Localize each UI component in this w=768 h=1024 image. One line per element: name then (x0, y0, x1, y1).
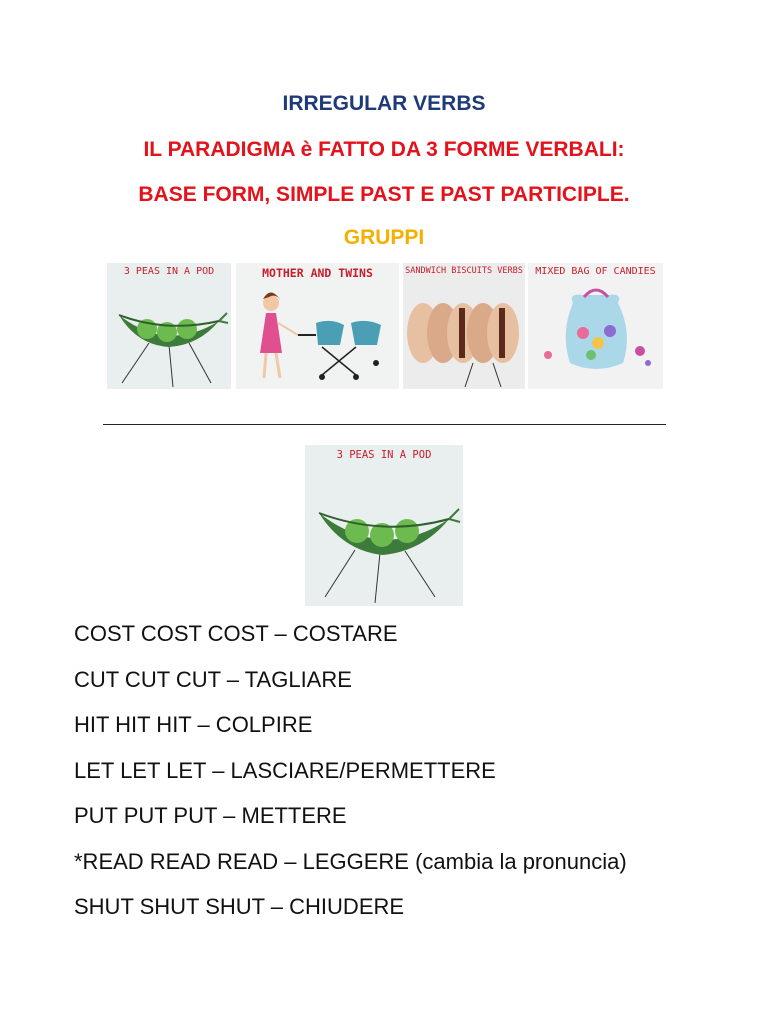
group-thumb-biscuits (403, 263, 525, 389)
group-images-row (107, 263, 663, 389)
group-caption: MOTHER AND TWINS (262, 266, 373, 280)
peas-in-pod-icon (305, 445, 463, 606)
group-caption: MIXED BAG OF CANDIES (535, 266, 656, 277)
verb-list (74, 619, 627, 938)
list-item: COST COST COST – COSTARE (74, 621, 398, 646)
group-caption: 3 PEAS IN A POD (123, 266, 215, 277)
candy-bag-icon (528, 263, 663, 389)
list-item: LET LET LET – LASCIARE/PERMETTERE (74, 757, 496, 783)
paradigm-line-2: BASE FORM, SIMPLE PAST E PAST PARTICIPLE. (138, 183, 630, 206)
group-thumb-mother (236, 263, 399, 389)
sandwich-biscuits-icon (403, 263, 525, 389)
section-caption: 3 PEAS IN A POD (336, 449, 432, 461)
group-thumb-candies (528, 263, 663, 389)
list-item: CUT CUT CUT – TAGLIARE (74, 666, 352, 692)
section-image-peas (305, 445, 463, 606)
peas-in-pod-icon (107, 263, 231, 389)
list-item: SHUT SHUT SHUT – CHIUDERE (74, 894, 405, 919)
group-thumb-peas (107, 263, 231, 389)
list-item: HIT HIT HIT – COLPIRE (74, 712, 313, 737)
mother-and-twins-icon (236, 263, 399, 389)
page-title: IRREGULAR VERBS (282, 92, 486, 115)
groups-heading: GRUPPI (343, 226, 425, 249)
group-caption: SANDWICH BISCUITS VERBS (405, 266, 523, 276)
paradigm-line-1: IL PARADIGMA è FATTO DA 3 FORME VERBALI: (143, 138, 625, 161)
list-item: *READ READ READ – LEGGERE (cambia la pronuncia) (74, 848, 627, 874)
divider-line (103, 424, 666, 425)
list-item: PUT PUT PUT – METTERE (74, 803, 347, 828)
